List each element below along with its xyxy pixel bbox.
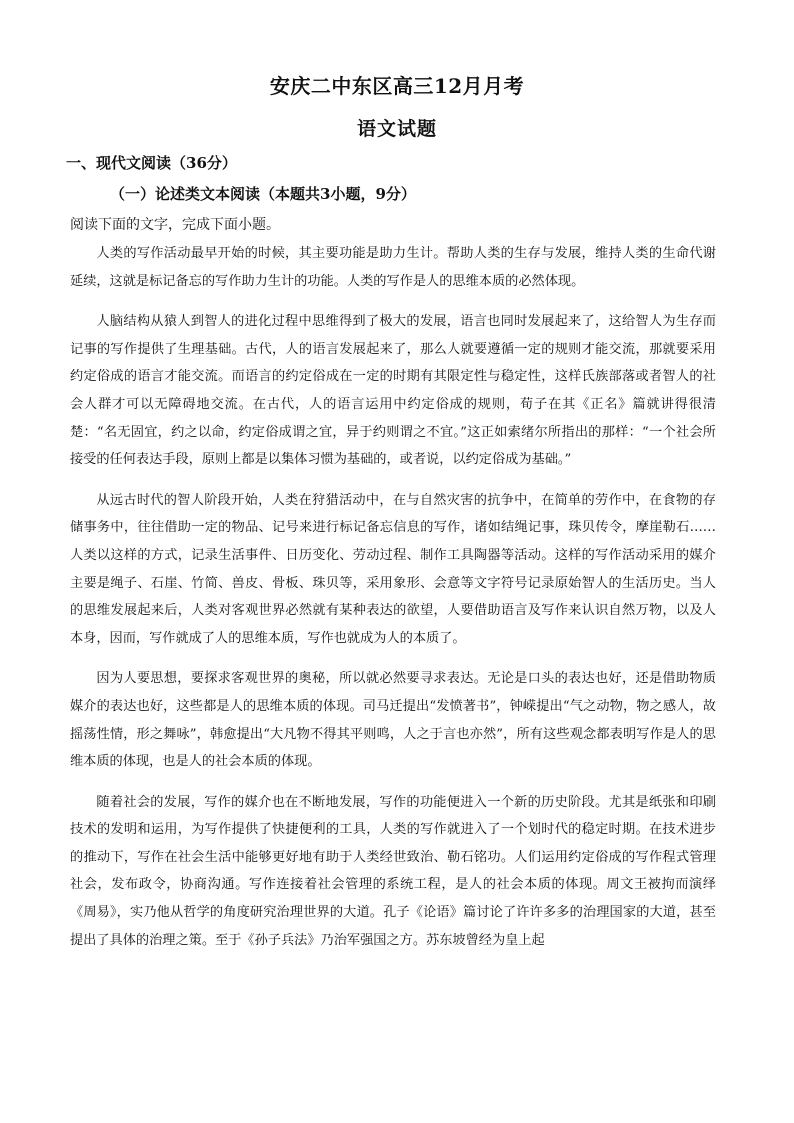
passage-paragraph-1: 人类的写作活动最早开始的时候，其主要功能是助力生计。帮助人类的生存与发展，维持人类的生命代谢延续，这就是标记备忘的写作助力生计的功能。人类的写作是人的思维本质的必然体现。 <box>70 246 716 289</box>
exam-subtitle: 语文试题 <box>356 118 437 140</box>
passage-paragraph-4: 因为人要思想，要探求客观世界的奥秘，所以就必然要寻求表达。无论是口头的表达也好，还是借助物质媒介的表达也好，这些都是人的思维本质的体现。司马迁提出“发愤著书”，钟嵘提出“气之动物，物之感人，故摇荡性情，形之舞咏”，韩愈提出“大凡物不得其平则鸣，人之于言也亦然”，所有这些观念都表明写作是人的思维本质的体现，也是人的社会本质的体现。 <box>70 671 716 770</box>
passage-paragraph-3: 从远古时代的智人阶段开始，人类在狩猎活动中，在与自然灾害的抗争中，在简单的劳作中，在食物的存储事务中，往往借助一定的物品、记号来进行标记备忘信息的写作，诸如结绳记事，珠贝传令，摩崖勒石……人类以这样的方式，记录生活事件、日历变化、劳动过程、制作工具陶器等活动。这样的写作活动采用的媒介主要是绳子、石崖、竹简、兽皮、骨板、珠贝等，采用象形、会意等文字符号记录原始智人的生活历史。当人的思维发展起来后，人类对客观世界必然就有某种表达的欲望，人要借助语言及写作来认识自然万物，以及人本身，因而，写作就成了人的思维本质，写作也就成为人的本质了。 <box>70 492 716 646</box>
passage-paragraph-2: 人脑结构从猿人到智人的进化过程中思维得到了极大的发展，语言也同时发展起来了，这给智人为生存而记事的写作提供了生理基础。古代，人的语言发展起来了，那么人就要遵循一定的规则才能交流，那就要采用约定俗成的语言才能交流。而语言的约定俗成在一定的时期有其限定性与稳定性，这样氏族部落或者智人的社会人群才可以无障碍地交流。在古代，人的语言运用中约定俗成的规则，荀子在其《正名》篇就讲得很清楚：“名无固宜，约之以命，约定俗成谓之宜，异于约则谓之不宜。”这正如索绪尔所指出的那样：“一个社会所接受的任何表达手段，原则上都是以集体习惯为基础的，或者说，以约定俗成为基础。” <box>70 314 716 468</box>
reading-instruction: 阅读下面的文字，完成下面小题。 <box>70 217 280 233</box>
subsection-heading: （一）论述类文本阅读（本题共3小题，9分） <box>110 185 416 203</box>
section-heading: 一、现代文阅读（36分） <box>66 154 237 172</box>
passage-body <box>70 240 716 967</box>
exam-title: 安庆二中东区高三12月月考 <box>269 74 525 98</box>
passage-paragraph-5: 随着社会的发展，写作的媒介也在不断地发展，写作的功能便进入一个新的历史阶段。尤其是纸张和印刷技术的发明和运用，为写作提供了快捷便利的工具，人类的写作就进入了一个划时代的稳定时期。在技术进步的推动下，写作在社会生活中能够更好地有助于人类经世致治、勒石铭功。人们运用约定俗成的写作程式管理社会，发布政令，协商沟通。写作连接着社会管理的系统工程，是人的社会本质的体现。周文王被拘而演绎《周易》，实乃他从哲学的角度研究治理世界的大道。孔子《论语》篇讨论了许许多多的治理国家的大道，甚至提出了具体的治理之策。至于《孙子兵法》乃治军强国之方。苏东坡曾经为皇上起 <box>70 794 716 948</box>
